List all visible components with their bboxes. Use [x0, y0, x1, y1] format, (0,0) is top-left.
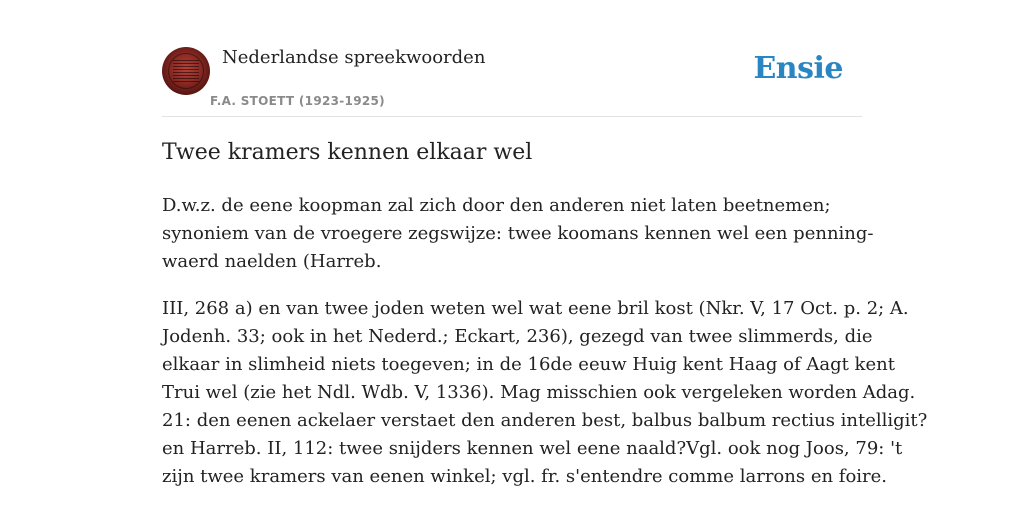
- paragraph-line: Jodenh. 33; ook in het Nederd.; Eckart, 236), gezegd van twee slimmerds, die: [162, 326, 873, 347]
- paragraph-line: III, 268 a) en van twee joden weten wel wat eene bril kost (Nkr. V, 17 Oct. p. 2; A.: [162, 298, 909, 319]
- paragraph-line: 21: den eenen ackelaer verstaet den anderen best, balbus balbum rectius intelligit?: [162, 410, 928, 431]
- article-paragraph-1: [162, 192, 874, 276]
- paragraph-line: waerd naelden (Harreb.: [162, 251, 382, 272]
- book-author: F.A. STOETT (1923-1925): [210, 94, 385, 108]
- book-cover-thumbnail[interactable]: [162, 47, 210, 95]
- paragraph-line: elkaar in slimheid niets toegeven; in de 16de eeuw Huig kent Haag of Aagt kent: [162, 354, 895, 375]
- card-header: [162, 46, 862, 117]
- paragraph-line: en Harreb. II, 112: twee snijders kennen wel eene naald?Vgl. ook nog Joos, 79: 't: [162, 438, 903, 459]
- article-title: Twee kramers kennen elkaar wel: [162, 140, 533, 165]
- article-paragraph-2: [162, 295, 928, 491]
- cover-text-pattern: [173, 60, 199, 82]
- paragraph-line: synoniem van de vroegere zegswijze: twee koomans kennen wel een penning-: [162, 223, 874, 244]
- paragraph-line: D.w.z. de eene koopman zal zich door den anderen niet laten beetnemen;: [162, 195, 831, 216]
- paragraph-line: zijn twee kramers van eenen winkel; vgl. fr. s'entendre comme larrons en foire.: [162, 466, 888, 487]
- book-title[interactable]: Nederlandse spreekwoorden: [222, 47, 486, 68]
- ensie-logo[interactable]: Ensie: [753, 51, 843, 86]
- paragraph-line: Trui wel (zie het Ndl. Wdb. V, 1336). Mag misschien ook vergeleken worden Adag.: [162, 382, 916, 403]
